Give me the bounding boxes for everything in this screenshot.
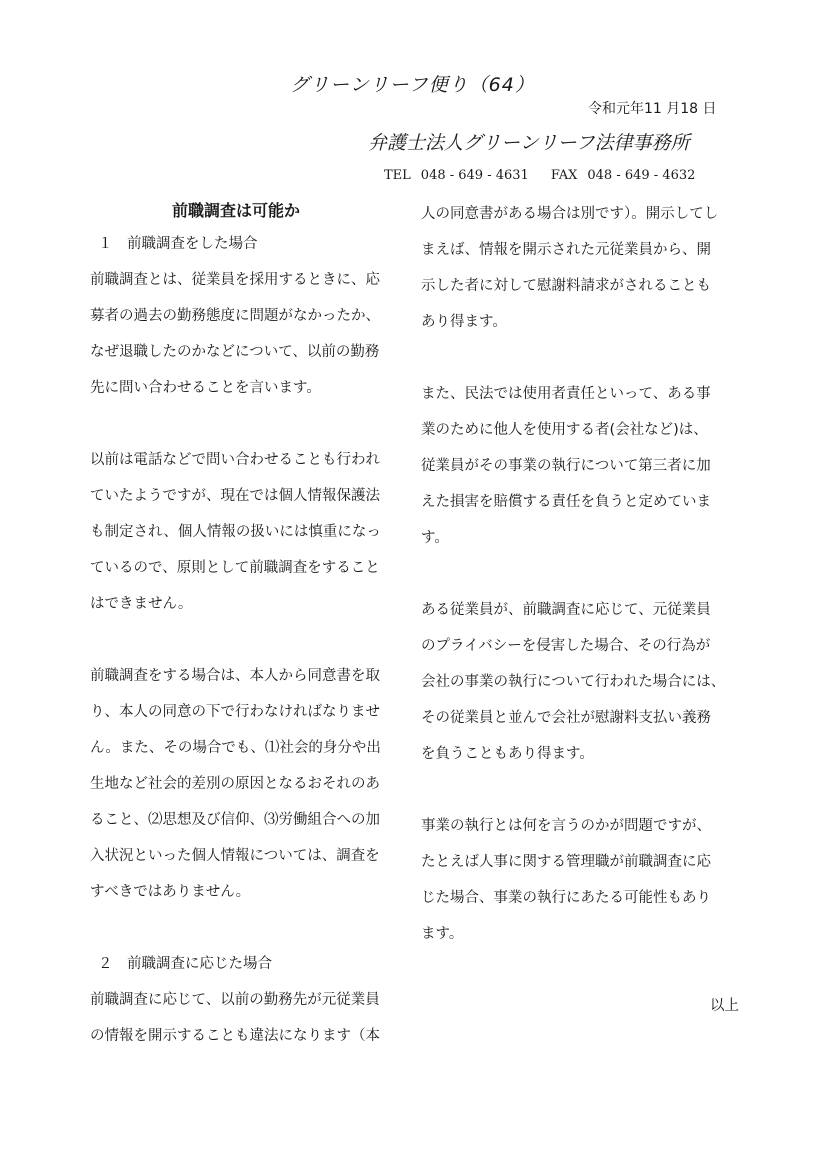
contact-info	[384, 168, 705, 183]
paragraph-gap	[421, 556, 739, 592]
fax-number: 048 - 649 - 4632	[587, 168, 696, 183]
right-column	[421, 196, 739, 1024]
text-line: ます。	[421, 926, 464, 942]
text-line: 会社の事業の執行について行われた場合には、	[421, 674, 726, 690]
firm-name: 弁護士法人グリーンリーフ法律事務所	[368, 132, 690, 154]
text-line: また、民法では使用者責任といって、ある事	[421, 386, 711, 402]
text-line: あり得ます。	[421, 314, 507, 330]
text-line: ているので、原則として前職調査をすること	[90, 560, 380, 576]
text-line: 人の同意書がある場合は別です）。開示してし	[421, 206, 719, 222]
text-line: 先に問い合わせることを言います。	[90, 380, 321, 396]
text-line: ある従業員が、前職調査に応じて、元従業員	[421, 602, 711, 618]
issue-date: 令和元年11 月18 日	[588, 101, 717, 117]
paragraph-gap	[421, 340, 739, 376]
newsletter-title: グリーンリーフ便り（64）	[290, 74, 535, 96]
text-line: 示した者に対して慰謝料請求がされることも	[421, 278, 711, 294]
text-line: はできません。	[90, 596, 193, 612]
text-line: す。	[421, 530, 449, 546]
closing-mark: 以上	[710, 998, 739, 1014]
paragraph-gap	[421, 952, 739, 988]
text-line: 従業員がその事業の執行について第三者に加	[421, 458, 711, 474]
text-line: 以前は電話などで問い合わせることも行われ	[90, 452, 380, 468]
text-line: も制定され、個人情報の扱いには慎重になっ	[90, 524, 381, 540]
paragraph-gap	[90, 910, 408, 946]
text-line: 業のために他人を使用する者(会社など)は、	[421, 422, 708, 438]
text-line: 募者の過去の勤務態度に問題がなかったか、	[90, 308, 380, 324]
fax-label: FAX	[550, 168, 578, 183]
text-line: たとえば人事に関する管理職が前職調査に応	[421, 854, 711, 870]
tel-number: 048 - 649 - 4631	[420, 168, 529, 183]
text-line: まえば、情報を開示された元従業員から、開	[421, 242, 711, 258]
text-line: 生地など社会的差別の原因となるおそれのあ	[90, 776, 380, 792]
text-line: すべきではありません。	[90, 884, 251, 900]
text-line: 前職調査とは、従業員を採用するときに、応	[90, 272, 380, 288]
text-line: り、本人の同意の下で行わなければなりませ	[90, 704, 380, 720]
article-title: 前職調査は可能か	[172, 201, 301, 220]
text-line: 事業の執行とは何を言うのかが問題ですが、	[421, 818, 711, 834]
text-line: その従業員と並んで会社が慰謝料支払い義務	[421, 710, 711, 726]
text-line: 前職調査をする場合は、本人から同意書を取	[90, 668, 380, 684]
paragraph-gap	[90, 406, 408, 442]
text-line: ていたようですが、現在では個人情報保護法	[90, 488, 380, 504]
text-line: ん。また、その場合でも、⑴社会的身分や出	[90, 740, 381, 756]
paragraph-gap	[90, 622, 408, 658]
paragraph-gap	[421, 772, 739, 808]
text-line: えた損害を賠償する責任を負うと定めていま	[421, 494, 711, 510]
text-line: のプライバシーを侵害した場合、その行為が	[421, 638, 711, 654]
section-heading-2: ２ 前職調査に応じた場合	[98, 956, 272, 972]
text-line: 入状況といった個人情報については、調査を	[90, 848, 380, 864]
text-line: ること、⑵思想及び信仰、⑶労働組合への加	[90, 812, 380, 828]
text-line: を負うこともあり得ます。	[421, 746, 594, 762]
section-heading-1: １ 前職調査をした場合	[98, 236, 258, 252]
tel-label: TEL	[384, 168, 411, 183]
text-line: なぜ退職したのかなどについて、以前の勤務	[90, 344, 380, 360]
text-line: の情報を開示することも違法になります（本	[90, 1028, 380, 1044]
left-column	[90, 226, 408, 1054]
text-line: じた場合、事業の執行にあたる可能性もあり	[421, 890, 711, 906]
text-line: 前職調査に応じて、以前の勤務先が元従業員	[90, 992, 380, 1008]
